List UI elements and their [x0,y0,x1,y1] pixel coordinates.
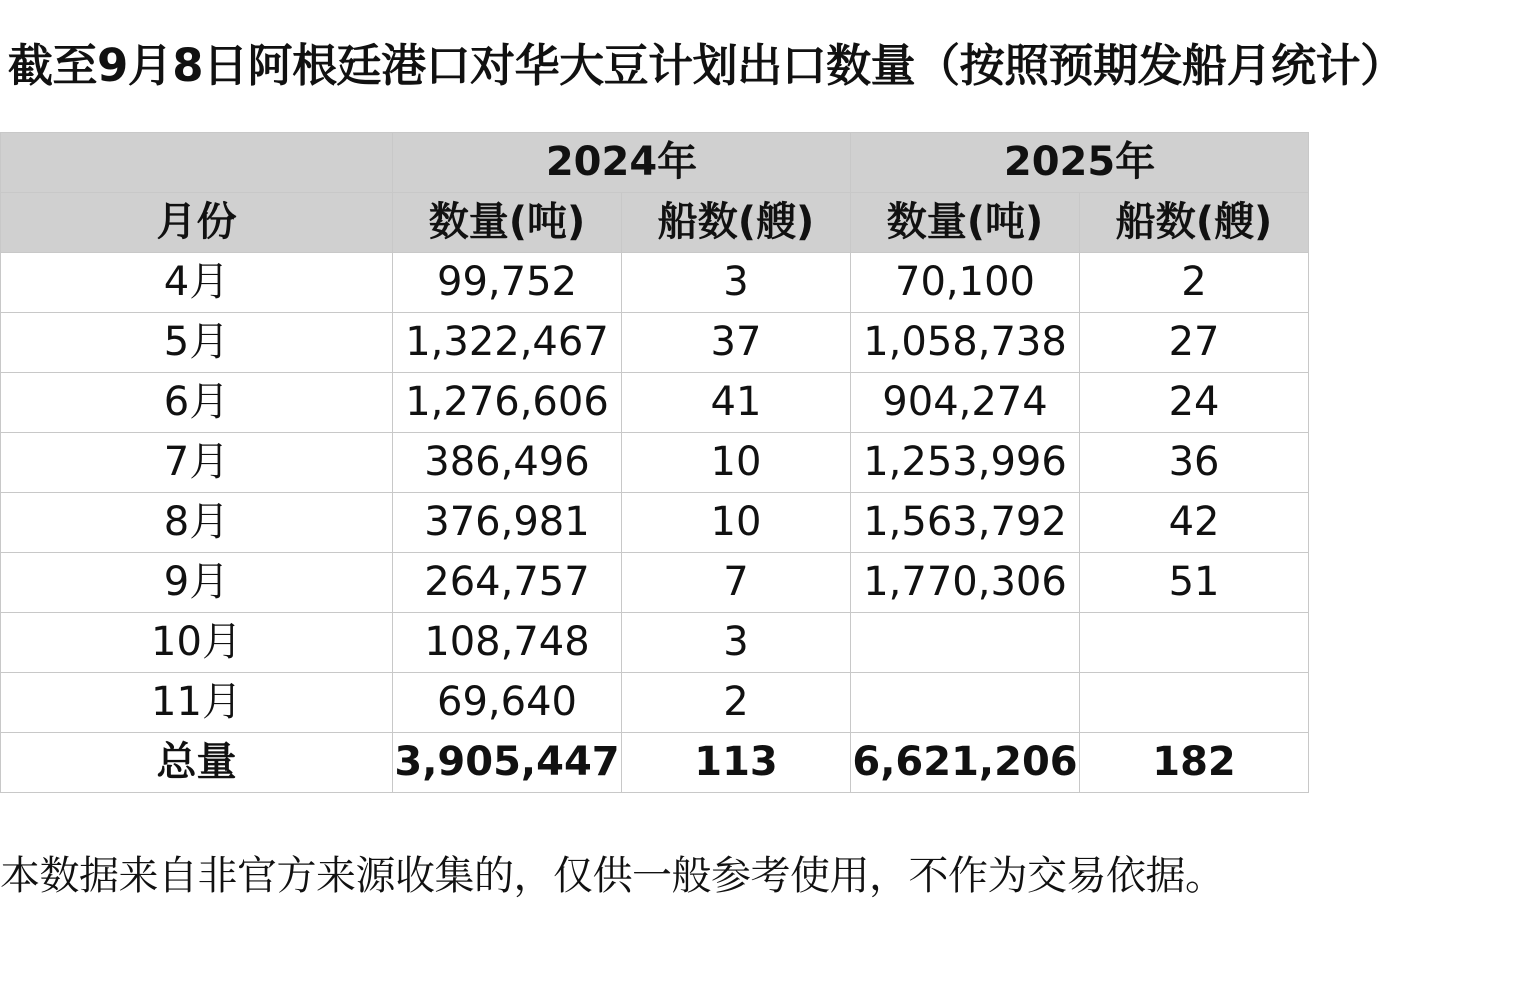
table-row [1,613,1309,673]
table-row [1,493,1309,553]
month-cell: 10月 [1,613,393,673]
ships-2024-cell: 2 [622,673,851,733]
total-label: 总量 [1,733,393,793]
header-row-columns [1,193,1309,253]
qty-2025-cell [851,673,1080,733]
page-title: 截至9月8日阿根廷港口对华大豆计划出口数量（按照预期发船月统计） [8,39,1405,92]
month-cell: 11月 [1,673,393,733]
ships-2025-cell: 2 [1080,253,1309,313]
ships-2025-cell: 24 [1080,373,1309,433]
month-cell: 6月 [1,373,393,433]
qty-2024-cell: 1,276,606 [393,373,622,433]
qty-2024-cell: 99,752 [393,253,622,313]
table-row [1,313,1309,373]
ships-2025-cell [1080,613,1309,673]
ships-2025-cell: 51 [1080,553,1309,613]
ships-2024-cell: 37 [622,313,851,373]
qty-2024-cell: 264,757 [393,553,622,613]
export-table [0,132,1309,793]
ships-2025-cell: 27 [1080,313,1309,373]
ships-2025-cell: 36 [1080,433,1309,493]
ships-2024-cell: 10 [622,493,851,553]
total-qty-2024: 3,905,447 [393,733,622,793]
header-month: 月份 [1,193,393,253]
qty-2024-cell: 69,640 [393,673,622,733]
total-ships-2024: 113 [622,733,851,793]
table-row [1,553,1309,613]
header-year-2025: 2025年 [851,133,1309,193]
table-row [1,673,1309,733]
header-ships-2024: 船数(艘) [622,193,851,253]
month-cell: 8月 [1,493,393,553]
total-row [1,733,1309,793]
ships-2024-cell: 3 [622,613,851,673]
header-row-years [1,133,1309,193]
header-ships-2025: 船数(艘) [1080,193,1309,253]
header-year-2024: 2024年 [393,133,851,193]
qty-2025-cell: 1,253,996 [851,433,1080,493]
month-cell: 4月 [1,253,393,313]
ships-2024-cell: 10 [622,433,851,493]
qty-2025-cell: 1,770,306 [851,553,1080,613]
ships-2025-cell: 42 [1080,493,1309,553]
qty-2025-cell: 1,563,792 [851,493,1080,553]
qty-2024-cell: 108,748 [393,613,622,673]
ships-2024-cell: 7 [622,553,851,613]
header-qty-2024: 数量(吨) [393,193,622,253]
qty-2025-cell: 904,274 [851,373,1080,433]
qty-2025-cell [851,613,1080,673]
month-cell: 5月 [1,313,393,373]
ships-2024-cell: 41 [622,373,851,433]
table-row [1,373,1309,433]
table-row [1,433,1309,493]
ships-2024-cell: 3 [622,253,851,313]
qty-2024-cell: 1,322,467 [393,313,622,373]
total-qty-2025: 6,621,206 [851,733,1080,793]
total-ships-2025: 182 [1080,733,1309,793]
qty-2024-cell: 386,496 [393,433,622,493]
header-qty-2025: 数量(吨) [851,193,1080,253]
month-cell: 7月 [1,433,393,493]
ships-2025-cell [1080,673,1309,733]
qty-2025-cell: 1,058,738 [851,313,1080,373]
table-row [1,253,1309,313]
month-cell: 9月 [1,553,393,613]
disclaimer-note: 本数据来自非官方来源收集的，仅供一般参考使用，不作为交易依据。 [0,853,1225,899]
qty-2024-cell: 376,981 [393,493,622,553]
qty-2025-cell: 70,100 [851,253,1080,313]
header-blank-cell [1,133,393,193]
